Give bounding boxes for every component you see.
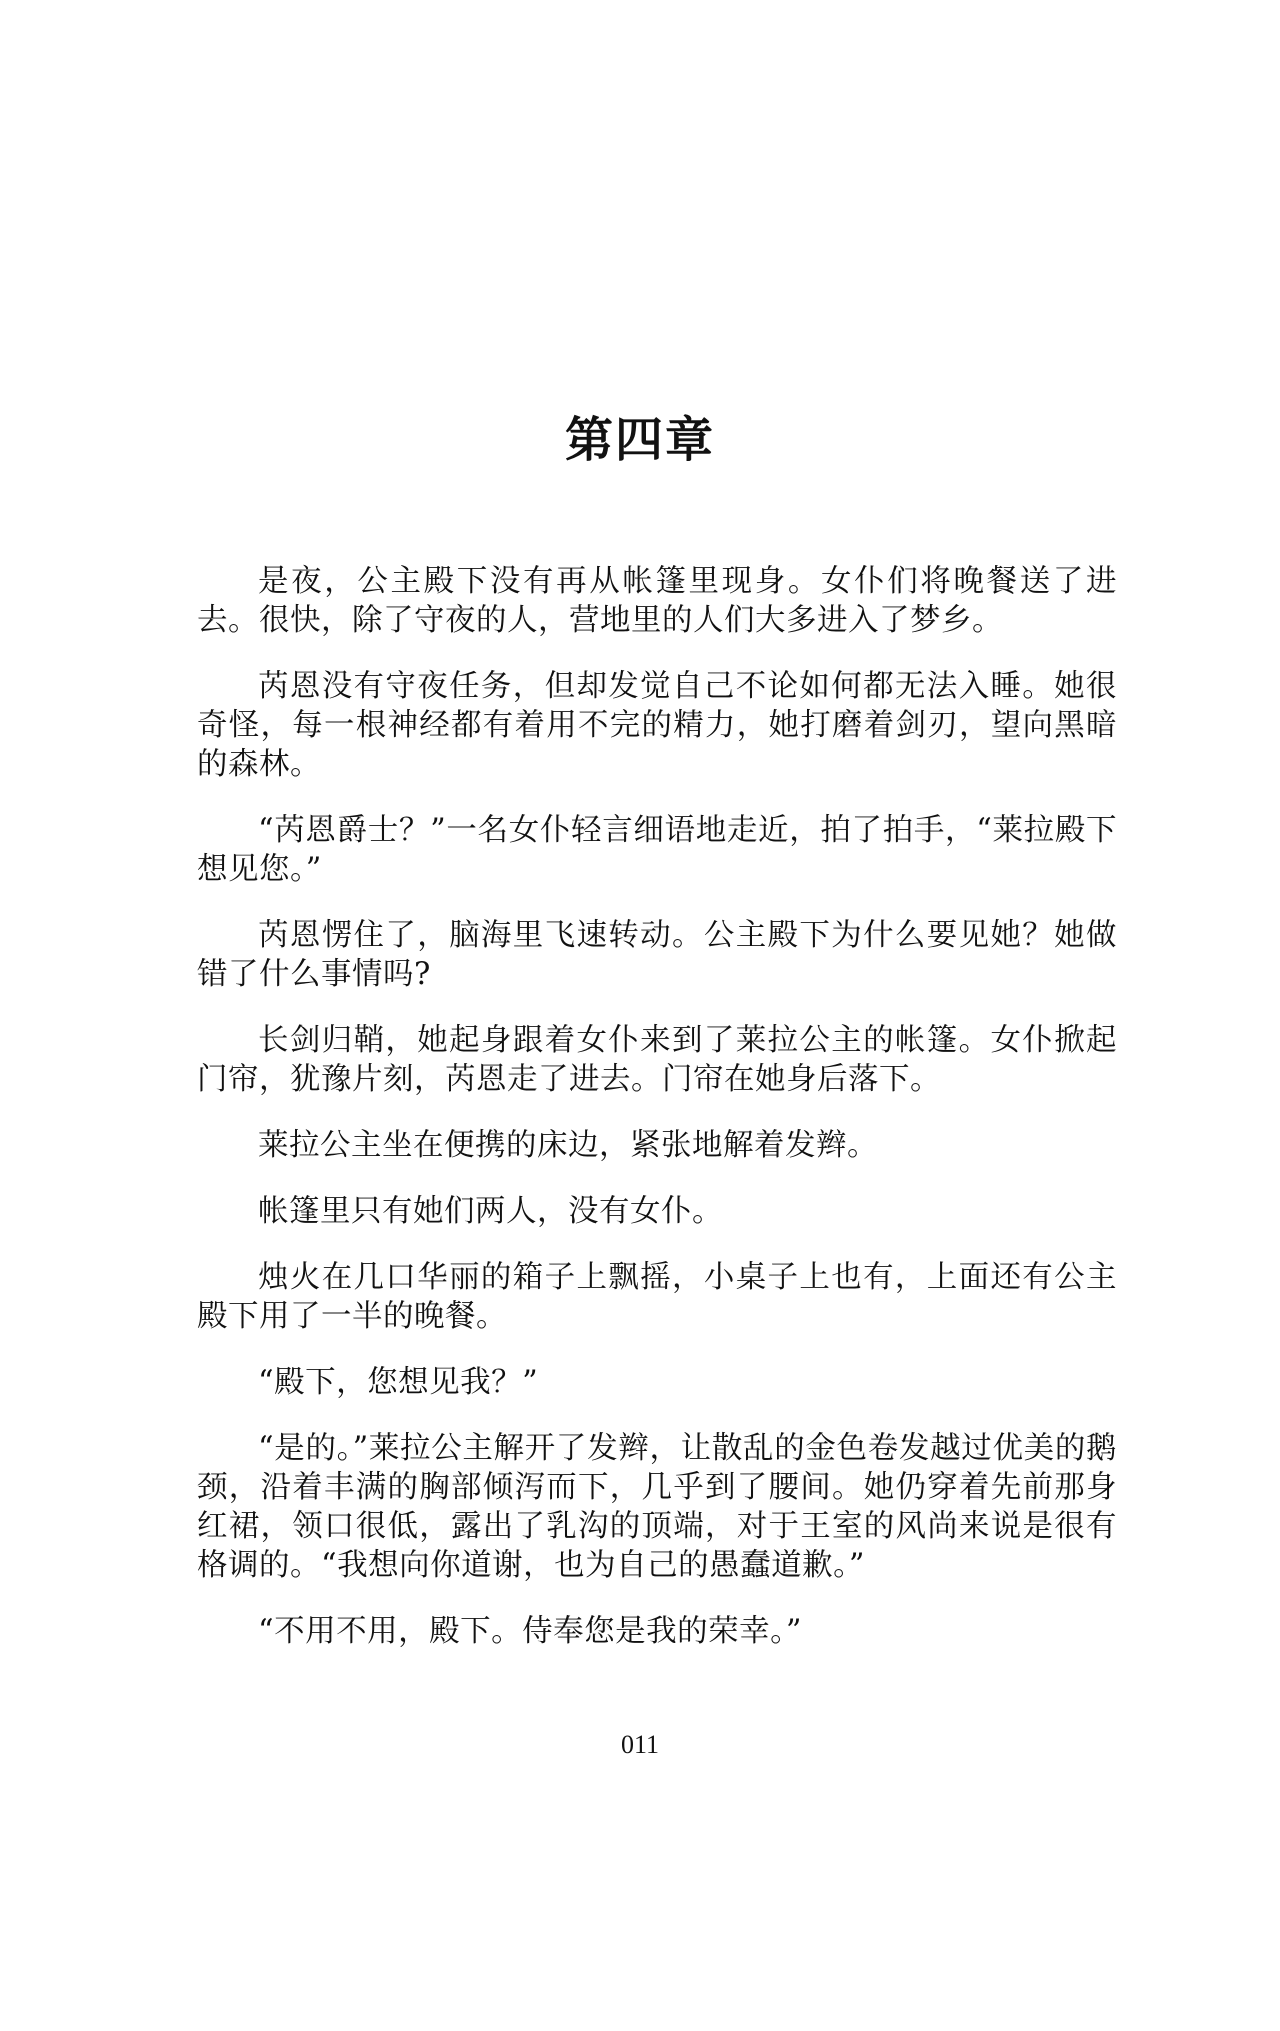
paragraph: 芮恩没有守夜任务，但却发觉自己不论如何都无法入睡。她很奇怪，每一根神经都有着用不完的精力，她打磨着剑刃，望向黑暗的森林。 — [197, 669, 1117, 782]
paragraph: “不用不用，殿下。侍奉您是我的荣幸。” — [258, 1614, 802, 1649]
paragraph: 莱拉公主坐在便携的床边，紧张地解着发辫。 — [258, 1128, 878, 1163]
chapter-title: 第四章 — [564, 412, 715, 468]
paragraph: 是夜，公主殿下没有再从帐篷里现身。女仆们将晚餐送了进去。很快，除了守夜的人，营地里的人们大多进入了梦乡。 — [197, 564, 1117, 638]
paragraph: “芮恩爵士？”一名女仆轻言细语地走近，拍了拍手，“莱拉殿下想见您。” — [197, 813, 1117, 887]
page-number: 011 — [620, 1730, 660, 1759]
paragraph: “殿下，您想见我？” — [258, 1365, 539, 1400]
paragraph: 长剑归鞘，她起身跟着女仆来到了莱拉公主的帐篷。女仆掀起门帘，犹豫片刻，芮恩走了进去。门帘在她身后落下。 — [197, 1023, 1117, 1097]
body-text — [197, 562, 1117, 1678]
paragraph: 烛火在几口华丽的箱子上飘摇，小桌子上也有，上面还有公主殿下用了一半的晚餐。 — [197, 1260, 1117, 1334]
paragraph: 芮恩愣住了，脑海里飞速转动。公主殿下为什么要见她？她做错了什么事情吗? — [197, 918, 1117, 992]
paragraph: 帐篷里只有她们两人，没有女仆。 — [258, 1194, 723, 1229]
paragraph: “是的。”莱拉公主解开了发辫，让散乱的金色卷发越过优美的鹅颈，沿着丰满的胸部倾泻而下，几乎到了腰间。她仍穿着先前那身红裙，领口很低，露出了乳沟的顶端，对于王室的风尚来说是很有格调的。“我想向你道谢，也为自己的愚蠢道歉。” — [197, 1431, 1117, 1583]
